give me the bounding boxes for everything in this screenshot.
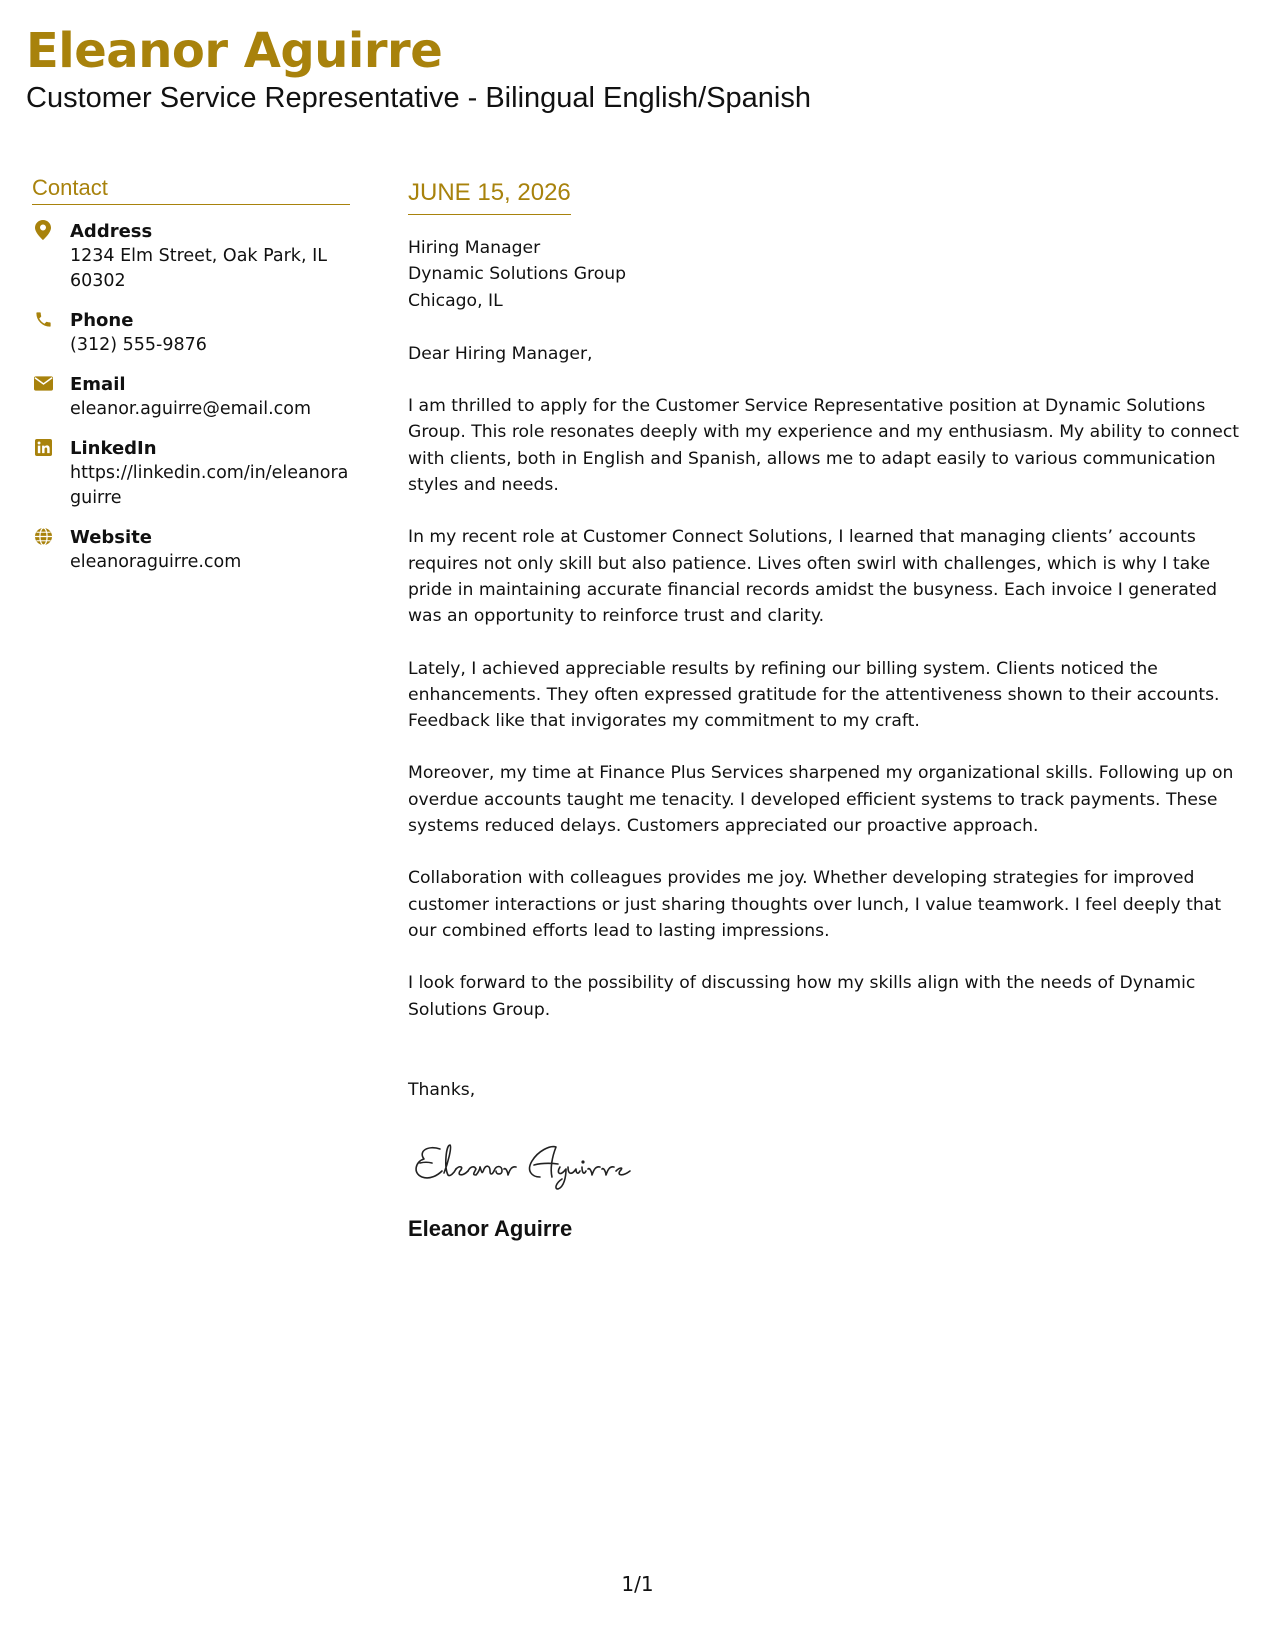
contact-label: Phone <box>70 310 134 331</box>
recipient-line: Dynamic Solutions Group <box>408 264 627 285</box>
job-title: Customer Service Representative - Bilingual English/Spanish <box>26 82 811 114</box>
salutation: Dear Hiring Manager, <box>408 343 593 364</box>
applicant-name: Eleanor Aguirre <box>26 23 443 79</box>
contact-item-linkedin <box>32 436 350 511</box>
contact-label: Website <box>70 527 153 548</box>
contact-label: Email <box>70 374 126 395</box>
body-paragraph: I look forward to the possibility of discussing how my skills align with the needs of Dynamic Solutions Group. <box>408 973 1196 1020</box>
contact-item-website <box>32 525 350 575</box>
contact-label: LinkedIn <box>70 438 157 459</box>
body-paragraph: I am thrilled to apply for the Customer Service Representative position at Dynamic Solutions Group. This role resonates deeply with my experience and my enthusiasm. My ability to connect with clients, both in English and Spanish, allows me to adapt easily to various communication styles and needs. <box>408 396 1240 496</box>
signer-name: Eleanor Aguirre <box>408 1216 573 1242</box>
letter-date: JUNE 15, 2026 <box>408 178 571 215</box>
contact-label: Address <box>70 221 153 242</box>
body-paragraph: Collaboration with colleagues provides me joy. Whether developing strategies for improved customer interactions or just sharing thoughts over lunch, I value teamwork. I feel deeply that our combined efforts lead to lasting impressions. <box>408 868 1222 941</box>
body-paragraph: In my recent role at Customer Connect Solutions, I learned that managing clients’ accounts requires not only skill but also patience. Lives often swirl with challenges, which is why I take pride in maintaining accurate financial records amidst the busyness. Each invoice I generated was an opportunity to reinforce trust and clarity. <box>408 527 1218 627</box>
globe-icon <box>32 525 54 547</box>
recipient-line: Chicago, IL <box>408 290 503 311</box>
address-value: 1234 Elm Street, Oak Park, IL 60302 <box>70 246 327 291</box>
website-value[interactable]: eleanoraguirre.com <box>70 552 242 572</box>
page-number: 1/1 <box>621 1572 654 1596</box>
linkedin-value[interactable]: https://linkedin.com/in/eleanoraguirre <box>70 463 349 508</box>
handwritten-signature <box>410 1133 670 1193</box>
resume-header <box>26 22 1226 116</box>
contact-item-phone <box>32 308 350 358</box>
email-value[interactable]: eleanor.aguirre@email.com <box>70 399 312 419</box>
contact-sidebar <box>32 174 350 589</box>
body-paragraph: Lately, I achieved appreciable results by refining our billing system. Clients noticed the enhancements. They often expressed gratitude for the attentiveness shown to their accounts. Feedback like that invigorates my commitment to my craft. <box>408 658 1220 732</box>
phone-icon <box>32 308 54 330</box>
contact-item-address <box>32 219 350 294</box>
contact-item-email <box>32 372 350 422</box>
closing: Thanks, <box>408 1079 476 1100</box>
phone-value: (312) 555-9876 <box>70 335 207 355</box>
body-paragraph: Moreover, my time at Finance Plus Services sharpened my organizational skills. Following up on overdue accounts taught me tenacity. I developed efficient systems to track payments. These systems reduced delays. Customers appreciated our proactive approach. <box>408 763 1234 837</box>
recipient-block <box>408 235 1253 314</box>
recipient-line: Hiring Manager <box>408 238 541 258</box>
envelope-icon <box>32 372 54 394</box>
map-pin-icon <box>32 219 54 241</box>
cover-letter <box>408 178 1253 1243</box>
linkedin-icon <box>32 436 54 458</box>
contact-heading: Contact <box>32 174 350 205</box>
